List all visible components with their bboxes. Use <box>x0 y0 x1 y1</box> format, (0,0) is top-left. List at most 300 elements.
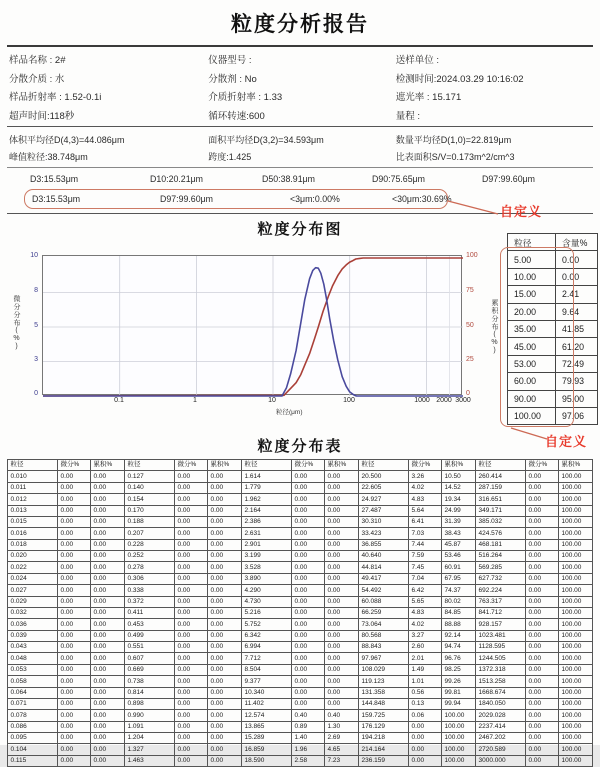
table-cell: 0.00 <box>292 619 325 630</box>
page-title: 粒度分析报告 <box>231 13 369 36</box>
gridlines <box>43 256 463 396</box>
table-cell: 0.00 <box>325 619 359 630</box>
table-cell: 0.00 <box>91 482 125 493</box>
table-cell: 0.00 <box>175 585 208 596</box>
table-cell: 0.00 <box>175 505 208 516</box>
table-cell: 0.411 <box>125 607 175 618</box>
table-cell: 14.52 <box>442 482 476 493</box>
table-cell: 0.104 <box>8 744 58 755</box>
table-cell: 53.46 <box>442 551 476 562</box>
table-cell: 0.00 <box>292 676 325 687</box>
table-cell: 7.44 <box>409 539 442 550</box>
side-annotation-label: 自定义 <box>545 434 588 449</box>
table-cell: 累积% <box>559 460 593 471</box>
table-cell: 0.00 <box>325 516 359 527</box>
table-row <box>8 505 593 516</box>
table-cell: 1668.674 <box>476 687 526 698</box>
table-cell: 7.23 <box>325 755 359 766</box>
table-cell: 100.00 <box>559 733 593 744</box>
table-cell: 3.26 <box>409 471 442 482</box>
right-tick-0: 0 <box>466 390 470 397</box>
table-cell: 0.00 <box>526 698 559 709</box>
table-cell: 0.372 <box>125 596 175 607</box>
table-cell: 0.814 <box>125 687 175 698</box>
custom-highlight-box <box>24 189 448 209</box>
x-axis-label: 粒径(μm) <box>276 409 303 416</box>
table-cell: 1.204 <box>125 733 175 744</box>
table-cell: 0.00 <box>526 539 559 550</box>
table-cell: 1.30 <box>325 721 359 732</box>
table-cell: 236.159 <box>359 755 409 766</box>
table-cell: 0.00 <box>526 585 559 596</box>
table-cell: 385.032 <box>476 516 526 527</box>
table-cell: 0.00 <box>58 744 91 755</box>
chart-title: 粒度分布图 <box>257 221 343 238</box>
table-cell: 0.00 <box>409 755 442 766</box>
table-cell: 100.00 <box>559 482 593 493</box>
table-cell: 0.00 <box>175 687 208 698</box>
table-cell: 0.00 <box>175 630 208 641</box>
table-cell: 516.264 <box>476 551 526 562</box>
table-cell: 100.00 <box>559 687 593 698</box>
table-cell: 0.13 <box>409 698 442 709</box>
table-cell: 0.022 <box>8 562 58 573</box>
table-cell: 1.779 <box>242 482 292 493</box>
table-cell: 0.00 <box>208 642 242 653</box>
table-cell: 0.00 <box>325 664 359 675</box>
table-cell: 0.00 <box>208 596 242 607</box>
table-cell: 0.00 <box>325 687 359 698</box>
table-row <box>9 87 595 106</box>
table-cell: 0.029 <box>8 596 58 607</box>
table-cell: 0.00 <box>175 676 208 687</box>
table-cell: 79.93 <box>556 373 598 390</box>
table-cell: 0.00 <box>91 642 125 653</box>
table-cell: 31.39 <box>442 516 476 527</box>
d3-value: D3:15.53μm <box>30 174 79 184</box>
table-cell: 粒径 <box>8 460 58 471</box>
divider <box>7 167 593 168</box>
table-cell: 0.00 <box>292 653 325 664</box>
table-row <box>9 50 595 69</box>
table-cell: 仪器型号 : <box>208 55 252 67</box>
table-cell: 0.00 <box>325 653 359 664</box>
table-cell: 0.00 <box>175 619 208 630</box>
table-cell: 0.154 <box>125 494 175 505</box>
table-cell: 4.290 <box>242 585 292 596</box>
table-cell: 692.224 <box>476 585 526 596</box>
table-cell: 1.327 <box>125 744 175 755</box>
table-cell: 0.00 <box>526 664 559 675</box>
table-cell: 468.181 <box>476 539 526 550</box>
distribution-table <box>7 459 593 767</box>
table-cell: 0.00 <box>91 585 125 596</box>
table-cell: 80.02 <box>442 596 476 607</box>
table-row <box>9 69 595 88</box>
table-cell: 1.463 <box>125 755 175 766</box>
table-cell: 60.088 <box>359 596 409 607</box>
table-cell: 4.83 <box>409 494 442 505</box>
table-cell: 0.56 <box>409 687 442 698</box>
table-cell: 0.00 <box>91 607 125 618</box>
table-cell: 0.00 <box>526 607 559 618</box>
average-diameters-table <box>9 131 595 165</box>
table-cell: 13.865 <box>242 721 292 732</box>
table-row <box>8 698 593 709</box>
table-cell: 0.00 <box>91 710 125 721</box>
table-cell: 45.00 <box>508 338 556 355</box>
table-cell: 763.317 <box>476 596 526 607</box>
table-cell: 0.00 <box>58 494 91 505</box>
table-cell: 100.00 <box>559 721 593 732</box>
table-cell: 0.00 <box>208 744 242 755</box>
table-cell: 0.00 <box>526 494 559 505</box>
table-cell: 0.00 <box>91 664 125 675</box>
table-cell: 2720.589 <box>476 744 526 755</box>
table-cell: 0.00 <box>91 528 125 539</box>
table-cell: 12.574 <box>242 710 292 721</box>
table-cell: 349.171 <box>476 505 526 516</box>
table-cell: 0.00 <box>58 687 91 698</box>
table-cell: 45.87 <box>442 539 476 550</box>
table-cell: 粒径 <box>125 460 175 471</box>
table-cell: 0.00 <box>292 539 325 550</box>
table-cell: 1.49 <box>409 664 442 675</box>
table-cell: 0.00 <box>91 687 125 698</box>
right-tick-50: 50 <box>466 322 474 329</box>
plot-area <box>42 255 462 395</box>
table-cell: 4.02 <box>409 482 442 493</box>
table-cell: 1.614 <box>242 471 292 482</box>
table-cell: 遮光率 : 15.171 <box>395 92 462 104</box>
table-row <box>8 664 593 675</box>
table-cell: 0.00 <box>208 494 242 505</box>
table-cell: 0.00 <box>175 562 208 573</box>
table-cell: 0.00 <box>325 551 359 562</box>
table-cell: 0.027 <box>8 585 58 596</box>
table-cell: 627.732 <box>476 573 526 584</box>
table-cell: 214.164 <box>359 744 409 755</box>
table-cell: 0.306 <box>125 573 175 584</box>
table-cell: 0.00 <box>526 744 559 755</box>
table-cell: 6.342 <box>242 630 292 641</box>
table-cell: 累积% <box>325 460 359 471</box>
table-cell: 0.016 <box>8 528 58 539</box>
right-tick-25: 25 <box>466 356 474 363</box>
table-cell: 0.00 <box>58 733 91 744</box>
table-cell: 4.02 <box>409 619 442 630</box>
table-cell: 分散剂 : No <box>208 73 257 85</box>
table-cell: 100.00 <box>559 539 593 550</box>
table-cell: 8.504 <box>242 664 292 675</box>
table-row <box>8 630 593 641</box>
table-cell: 49.417 <box>359 573 409 584</box>
table-cell: 0.00 <box>325 505 359 516</box>
table-cell: 144.848 <box>359 698 409 709</box>
table-cell: 0.00 <box>91 562 125 573</box>
table-cell: 66.259 <box>359 607 409 618</box>
table-cell: 量程 : <box>395 110 421 122</box>
table-cell: 0.00 <box>58 482 91 493</box>
table-cell: 0.738 <box>125 676 175 687</box>
table-cell: 0.00 <box>325 573 359 584</box>
table-cell: 微分% <box>175 460 208 471</box>
table-cell: 0.00 <box>91 516 125 527</box>
table-cell: 7.59 <box>409 551 442 562</box>
table-cell: 0.00 <box>58 619 91 630</box>
table-cell: 0.00 <box>175 551 208 562</box>
table-cell: 80.568 <box>359 630 409 641</box>
table-cell: 1.962 <box>242 494 292 505</box>
table-cell: 0.115 <box>8 755 58 766</box>
table-cell: 0.00 <box>325 494 359 505</box>
table-cell: 100.00 <box>559 664 593 675</box>
table-cell: 0.00 <box>292 528 325 539</box>
table-cell: 97.06 <box>556 407 598 424</box>
table-cell: 0.00 <box>91 551 125 562</box>
table-cell: 0.020 <box>8 551 58 562</box>
table-cell: 0.00 <box>208 551 242 562</box>
table-cell: 0.00 <box>292 482 325 493</box>
table-cell: 928.157 <box>476 619 526 630</box>
table-cell: 0.252 <box>125 551 175 562</box>
table-cell: 100.00 <box>559 573 593 584</box>
table-cell: 0.00 <box>91 733 125 744</box>
table-cell: 100.00 <box>559 630 593 641</box>
table-cell: 0.00 <box>91 676 125 687</box>
table-cell: 20.500 <box>359 471 409 482</box>
left-tick-5: 5 <box>34 322 38 329</box>
table-cell: 0.170 <box>125 505 175 516</box>
table-cell: 样品名称 : 2# <box>9 55 66 67</box>
table-cell: 0.00 <box>208 630 242 641</box>
table-cell: 15.289 <box>242 733 292 744</box>
table-cell: 0.00 <box>91 539 125 550</box>
table-cell: 检测时间:2024.03.29 10:16:02 <box>395 73 524 85</box>
custom-d97: D97:99.60μm <box>160 194 213 204</box>
table-row <box>8 471 593 482</box>
table-cell: 0.00 <box>208 619 242 630</box>
d90-value: D90:75.65μm <box>372 174 425 184</box>
table-cell: 72.49 <box>556 355 598 372</box>
table-cell: 0.018 <box>8 539 58 550</box>
table-cell: 0.00 <box>175 664 208 675</box>
table-row <box>8 596 593 607</box>
table-cell: 0.00 <box>58 676 91 687</box>
table-row <box>8 607 593 618</box>
table-cell: 微分% <box>292 460 325 471</box>
table-cell: 0.00 <box>208 539 242 550</box>
table-cell: 0.89 <box>292 721 325 732</box>
table-cell: 194.218 <box>359 733 409 744</box>
table-cell: 0.00 <box>325 596 359 607</box>
table-cell: 微分% <box>409 460 442 471</box>
table-cell: 0.00 <box>208 585 242 596</box>
table-cell: 0.00 <box>526 596 559 607</box>
table-row <box>8 653 593 664</box>
table-cell: 2.631 <box>242 528 292 539</box>
table-cell: 分散介质 : 水 <box>9 73 65 85</box>
table-cell: 176.129 <box>359 721 409 732</box>
table-cell: 73.064 <box>359 619 409 630</box>
table-cell: 67.95 <box>442 573 476 584</box>
table-cell: 1.091 <box>125 721 175 732</box>
table-cell: 0.013 <box>8 505 58 516</box>
table-cell: 面积平均径D(3,2)=34.593μm <box>208 135 324 145</box>
table-cell: 27.487 <box>359 505 409 516</box>
table-cell: 3000.000 <box>476 755 526 766</box>
table-row <box>8 573 593 584</box>
table-cell: 0.06 <box>409 710 442 721</box>
table-cell: 粒径 <box>242 460 292 471</box>
table-cell: 0.00 <box>292 642 325 653</box>
table-cell: 11.402 <box>242 698 292 709</box>
table-row <box>8 733 593 744</box>
table-cell: 2.164 <box>242 505 292 516</box>
table-cell: 260.414 <box>476 471 526 482</box>
table-cell: 100.00 <box>559 505 593 516</box>
table-row <box>8 482 593 493</box>
table-cell: 0.00 <box>292 471 325 482</box>
table-cell: 88.843 <box>359 642 409 653</box>
d97-value: D97:99.60μm <box>482 174 535 184</box>
table-cell: 1840.050 <box>476 698 526 709</box>
table-cell: 40.640 <box>359 551 409 562</box>
table-cell: 0.00 <box>91 573 125 584</box>
table-cell: 0.00 <box>175 755 208 766</box>
table-cell: 16.859 <box>242 744 292 755</box>
table-row <box>9 131 595 148</box>
left-tick-0: 0 <box>34 390 38 397</box>
distribution-table-title: 粒度分布表 <box>257 438 343 455</box>
table-cell: 0.00 <box>556 251 598 268</box>
table-cell: 24.99 <box>442 505 476 516</box>
table-cell: 0.551 <box>125 642 175 653</box>
x-tick-1: 1 <box>193 397 197 404</box>
table-cell: 0.00 <box>526 630 559 641</box>
table-cell: 0.048 <box>8 653 58 664</box>
table-cell: 介质折射率 : 1.33 <box>208 92 283 104</box>
table-cell: 0.00 <box>91 744 125 755</box>
table-cell: 96.76 <box>442 653 476 664</box>
table-cell: 2467.202 <box>476 733 526 744</box>
table-cell: 2029.028 <box>476 710 526 721</box>
table-cell: 99.94 <box>442 698 476 709</box>
table-cell: 0.00 <box>292 630 325 641</box>
table-cell: 5.00 <box>508 251 556 268</box>
table-cell: 送样单位 : <box>395 55 440 67</box>
table-cell: 0.00 <box>208 573 242 584</box>
table-cell: 38.43 <box>442 528 476 539</box>
table-cell: 100.00 <box>559 528 593 539</box>
table-cell: 0.00 <box>175 539 208 550</box>
table-cell: 0.00 <box>58 539 91 550</box>
table-cell: 108.029 <box>359 664 409 675</box>
table-cell: 循环转速:600 <box>208 110 265 122</box>
table-cell: 74.37 <box>442 585 476 596</box>
table-cell: 0.00 <box>292 607 325 618</box>
table-cell: 0.00 <box>175 642 208 653</box>
table-cell: 峰值粒径:38.748μm <box>9 152 88 162</box>
divider <box>7 45 593 47</box>
table-cell: 数量平均径D(1,0)=22.819μm <box>395 135 512 145</box>
table-cell: 100.00 <box>559 494 593 505</box>
table-cell: 0.00 <box>58 596 91 607</box>
table-cell: 0.086 <box>8 721 58 732</box>
table-cell: 5.65 <box>409 596 442 607</box>
table-cell: 0.00 <box>526 528 559 539</box>
table-cell: 61.20 <box>556 338 598 355</box>
table-cell: 54.492 <box>359 585 409 596</box>
table-cell: 24.927 <box>359 494 409 505</box>
left-tick-8: 8 <box>34 287 38 294</box>
table-cell: 0.039 <box>8 630 58 641</box>
table-cell: 0.015 <box>8 516 58 527</box>
table-cell: 0.00 <box>208 653 242 664</box>
table-cell: 0.00 <box>526 721 559 732</box>
table-cell: 10.50 <box>442 471 476 482</box>
table-cell: 841.712 <box>476 607 526 618</box>
table-cell: 粒径 <box>476 460 526 471</box>
table-row <box>8 539 593 550</box>
table-cell: 0.00 <box>91 505 125 516</box>
table-cell: 95.00 <box>556 390 598 407</box>
table-cell: 0.058 <box>8 676 58 687</box>
table-cell: 6.42 <box>409 585 442 596</box>
table-row <box>9 148 595 165</box>
table-cell: 0.00 <box>208 721 242 732</box>
table-row <box>8 755 593 766</box>
table-cell: 0.00 <box>58 721 91 732</box>
table-cell: 0.064 <box>8 687 58 698</box>
table-cell: 0.00 <box>208 676 242 687</box>
table-cell: 7.03 <box>409 528 442 539</box>
table-cell: 0.00 <box>208 516 242 527</box>
table-cell: 0.00 <box>409 733 442 744</box>
table-cell: 0.00 <box>91 596 125 607</box>
table-cell: 7.04 <box>409 573 442 584</box>
custom-lt30: <30μm:30.69% <box>392 194 452 204</box>
custom-d3: D3:15.53μm <box>32 194 81 204</box>
table-cell: 体积平均径D(4,3)=44.086μm <box>9 135 125 145</box>
table-cell: 0.00 <box>208 505 242 516</box>
table-cell: 0.00 <box>526 642 559 653</box>
d-values-row <box>0 172 600 188</box>
table-cell: 0.00 <box>58 664 91 675</box>
plot-canvas <box>43 256 463 396</box>
table-cell: 0.00 <box>526 755 559 766</box>
table-cell: 0.00 <box>409 721 442 732</box>
table-cell: 18.590 <box>242 755 292 766</box>
table-cell: 100.00 <box>559 562 593 573</box>
table-cell: 0.00 <box>325 676 359 687</box>
table-cell: 0.00 <box>526 562 559 573</box>
table-cell: 0.00 <box>175 471 208 482</box>
custom-values-row <box>0 189 600 219</box>
table-cell: 1513.258 <box>476 676 526 687</box>
table-cell: 15.00 <box>508 286 556 303</box>
table-cell: 0.00 <box>292 687 325 698</box>
table-row <box>8 721 593 732</box>
table-cell: 0.010 <box>8 471 58 482</box>
table-cell: 0.140 <box>125 482 175 493</box>
table-cell: 5.216 <box>242 607 292 618</box>
table-cell: 0.00 <box>58 710 91 721</box>
table-cell: 0.00 <box>91 721 125 732</box>
table-row <box>9 106 595 125</box>
table-row <box>8 710 593 721</box>
left-axis-label: 微分分布(%) <box>13 295 20 351</box>
